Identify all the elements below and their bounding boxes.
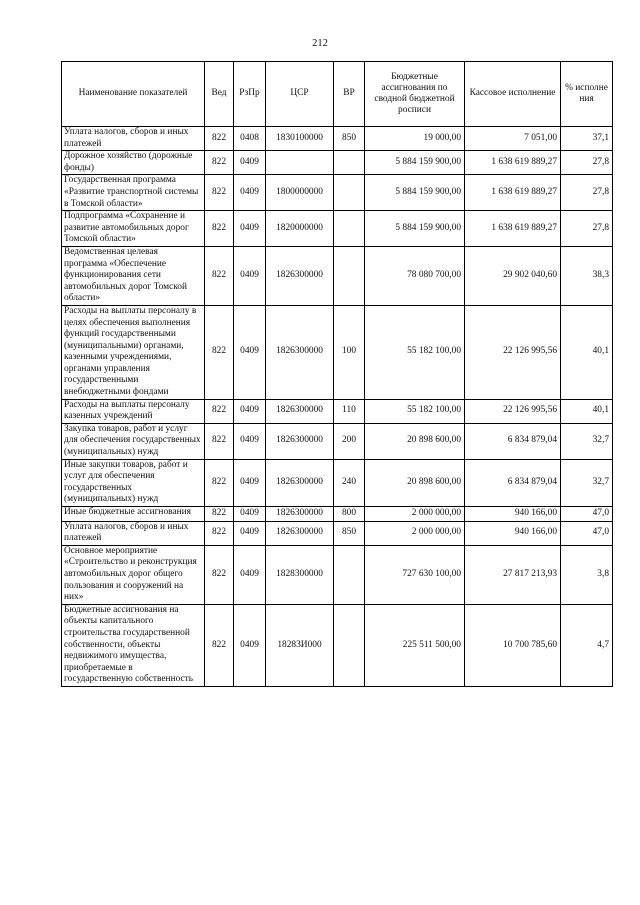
table-row [62, 545, 613, 604]
row-cash-execution: 22 126 995,56 [465, 305, 561, 399]
row-rzpr: 0409 [234, 175, 266, 211]
col-header-vr: ВР [334, 62, 365, 127]
row-percent: 4,7 [561, 604, 613, 686]
page-number: 212 [312, 38, 328, 49]
row-csr: 1826300000 [266, 521, 334, 545]
row-name: Подпрограмма «Сохранение и развитие автомобильных дорог Томской области» [62, 211, 205, 247]
row-rzpr: 0409 [234, 604, 266, 686]
table-row [62, 507, 613, 522]
row-ved: 822 [205, 545, 234, 604]
table-row [62, 399, 613, 423]
col-header-cash-execution: Кассовое исполнение [465, 62, 561, 127]
row-percent: 27,8 [561, 175, 613, 211]
row-vr: 200 [334, 423, 365, 459]
row-cash-execution: 22 126 995,56 [465, 399, 561, 423]
row-vr: 850 [334, 127, 365, 151]
row-rzpr: 0409 [234, 459, 266, 506]
row-percent: 32,7 [561, 459, 613, 506]
row-ved: 822 [205, 305, 234, 399]
row-assignments: 225 511 500,00 [365, 604, 465, 686]
row-ved: 822 [205, 151, 234, 175]
row-percent: 3,8 [561, 545, 613, 604]
table-row [62, 151, 613, 175]
row-vr [334, 246, 365, 305]
row-cash-execution: 6 834 879,04 [465, 423, 561, 459]
row-rzpr: 0409 [234, 211, 266, 247]
row-name: Закупка товаров, работ и услуг для обеспечения государственных (муниципальных) нужд [62, 423, 205, 459]
row-ved: 822 [205, 211, 234, 247]
row-assignments: 19 000,00 [365, 127, 465, 151]
row-ved: 822 [205, 521, 234, 545]
table-row [62, 459, 613, 506]
row-assignments: 5 884 159 900,00 [365, 211, 465, 247]
row-name: Основное мероприятие «Строительство и реконструкция автомобильных дорог общего пользования и сооружений на них» [62, 545, 205, 604]
row-ved: 822 [205, 127, 234, 151]
row-ved: 822 [205, 604, 234, 686]
row-cash-execution: 1 638 619 889,27 [465, 151, 561, 175]
row-percent: 40,1 [561, 399, 613, 423]
row-name: Расходы на выплаты персоналу в целях обеспечения выполнения функций государственными (муниципальными) органами, казенными учреждениями, органами управления государственными внебюджетными фондами [62, 305, 205, 399]
col-header-rzpr: РзПр [234, 62, 266, 127]
row-name: Уплата налогов, сборов и иных платежей [62, 521, 205, 545]
row-rzpr: 0409 [234, 246, 266, 305]
table-row [62, 211, 613, 247]
budget-execution-table [61, 61, 613, 687]
row-vr [334, 604, 365, 686]
table-row [62, 246, 613, 305]
row-vr [334, 175, 365, 211]
row-ved: 822 [205, 507, 234, 522]
row-cash-execution: 6 834 879,04 [465, 459, 561, 506]
row-csr: 1826300000 [266, 423, 334, 459]
row-vr: 850 [334, 521, 365, 545]
row-percent: 37,1 [561, 127, 613, 151]
row-ved: 822 [205, 459, 234, 506]
row-csr: 1826300000 [266, 399, 334, 423]
row-vr: 100 [334, 305, 365, 399]
table-row [62, 305, 613, 399]
row-cash-execution: 27 817 213,93 [465, 545, 561, 604]
table-row [62, 423, 613, 459]
row-name: Иные бюджетные ассигнования [62, 507, 205, 522]
row-assignments: 20 898 600,00 [365, 459, 465, 506]
row-csr: 1830100000 [266, 127, 334, 151]
row-rzpr: 0409 [234, 151, 266, 175]
row-rzpr: 0409 [234, 507, 266, 522]
row-csr: 1826300000 [266, 459, 334, 506]
row-cash-execution: 940 166,00 [465, 521, 561, 545]
row-assignments: 2 000 000,00 [365, 521, 465, 545]
col-header-ved: Вед [205, 62, 234, 127]
row-name: Бюджетные ассигнования на объекты капитального строительства государственной собственности, объекты недвижимого имущества, приобретаемые в государственную собственность [62, 604, 205, 686]
table-row [62, 127, 613, 151]
row-csr: 1828300000 [266, 545, 334, 604]
table-header-row [62, 62, 613, 127]
row-name: Государственная программа «Развитие транспортной системы в Томской области» [62, 175, 205, 211]
row-ved: 822 [205, 399, 234, 423]
col-header-percent: % исполне ния [561, 62, 613, 127]
row-assignments: 5 884 159 900,00 [365, 151, 465, 175]
table-row [62, 175, 613, 211]
row-cash-execution: 29 902 040,60 [465, 246, 561, 305]
row-cash-execution: 940 166,00 [465, 507, 561, 522]
row-assignments: 78 080 700,00 [365, 246, 465, 305]
row-percent: 47,0 [561, 507, 613, 522]
row-name: Ведомственная целевая программа «Обеспечение функционирования сети автомобильных дорог Томской области» [62, 246, 205, 305]
row-assignments: 55 182 100,00 [365, 399, 465, 423]
row-csr [266, 151, 334, 175]
row-percent: 38,3 [561, 246, 613, 305]
row-ved: 822 [205, 175, 234, 211]
row-name: Дорожное хозяйство (дорожные фонды) [62, 151, 205, 175]
row-cash-execution: 10 700 785,60 [465, 604, 561, 686]
row-name: Иные закупки товаров, работ и услуг для обеспечения государственных (муниципальных) нужд [62, 459, 205, 506]
row-cash-execution: 1 638 619 889,27 [465, 211, 561, 247]
table-row [62, 521, 613, 545]
col-header-assignments: Бюджетные ассигнования по сводной бюджетной росписи [365, 62, 465, 127]
row-vr [334, 211, 365, 247]
row-percent: 27,8 [561, 211, 613, 247]
row-csr: 1826300000 [266, 507, 334, 522]
row-ved: 822 [205, 246, 234, 305]
row-rzpr: 0409 [234, 423, 266, 459]
row-assignments: 727 630 100,00 [365, 545, 465, 604]
row-rzpr: 0409 [234, 545, 266, 604]
row-percent: 32,7 [561, 423, 613, 459]
row-assignments: 2 000 000,00 [365, 507, 465, 522]
col-header-name: Наименование показателей [62, 62, 205, 127]
row-vr: 240 [334, 459, 365, 506]
row-csr: 1800000000 [266, 175, 334, 211]
row-vr [334, 545, 365, 604]
table-row [62, 604, 613, 686]
row-ved: 822 [205, 423, 234, 459]
row-rzpr: 0408 [234, 127, 266, 151]
row-assignments: 55 182 100,00 [365, 305, 465, 399]
row-assignments: 5 884 159 900,00 [365, 175, 465, 211]
row-cash-execution: 7 051,00 [465, 127, 561, 151]
row-cash-execution: 1 638 619 889,27 [465, 175, 561, 211]
row-vr: 110 [334, 399, 365, 423]
row-percent: 47,0 [561, 521, 613, 545]
row-percent: 40,1 [561, 305, 613, 399]
row-rzpr: 0409 [234, 305, 266, 399]
row-name: Расходы на выплаты персоналу казенных учреждений [62, 399, 205, 423]
col-header-csr: ЦСР [266, 62, 334, 127]
row-percent: 27,8 [561, 151, 613, 175]
row-csr: 1820000000 [266, 211, 334, 247]
row-csr: 1826300000 [266, 246, 334, 305]
row-rzpr: 0409 [234, 521, 266, 545]
row-csr: 18283И000 [266, 604, 334, 686]
row-csr: 1826300000 [266, 305, 334, 399]
row-vr: 800 [334, 507, 365, 522]
row-assignments: 20 898 600,00 [365, 423, 465, 459]
row-name: Уплата налогов, сборов и иных платежей [62, 127, 205, 151]
row-rzpr: 0409 [234, 399, 266, 423]
row-vr [334, 151, 365, 175]
